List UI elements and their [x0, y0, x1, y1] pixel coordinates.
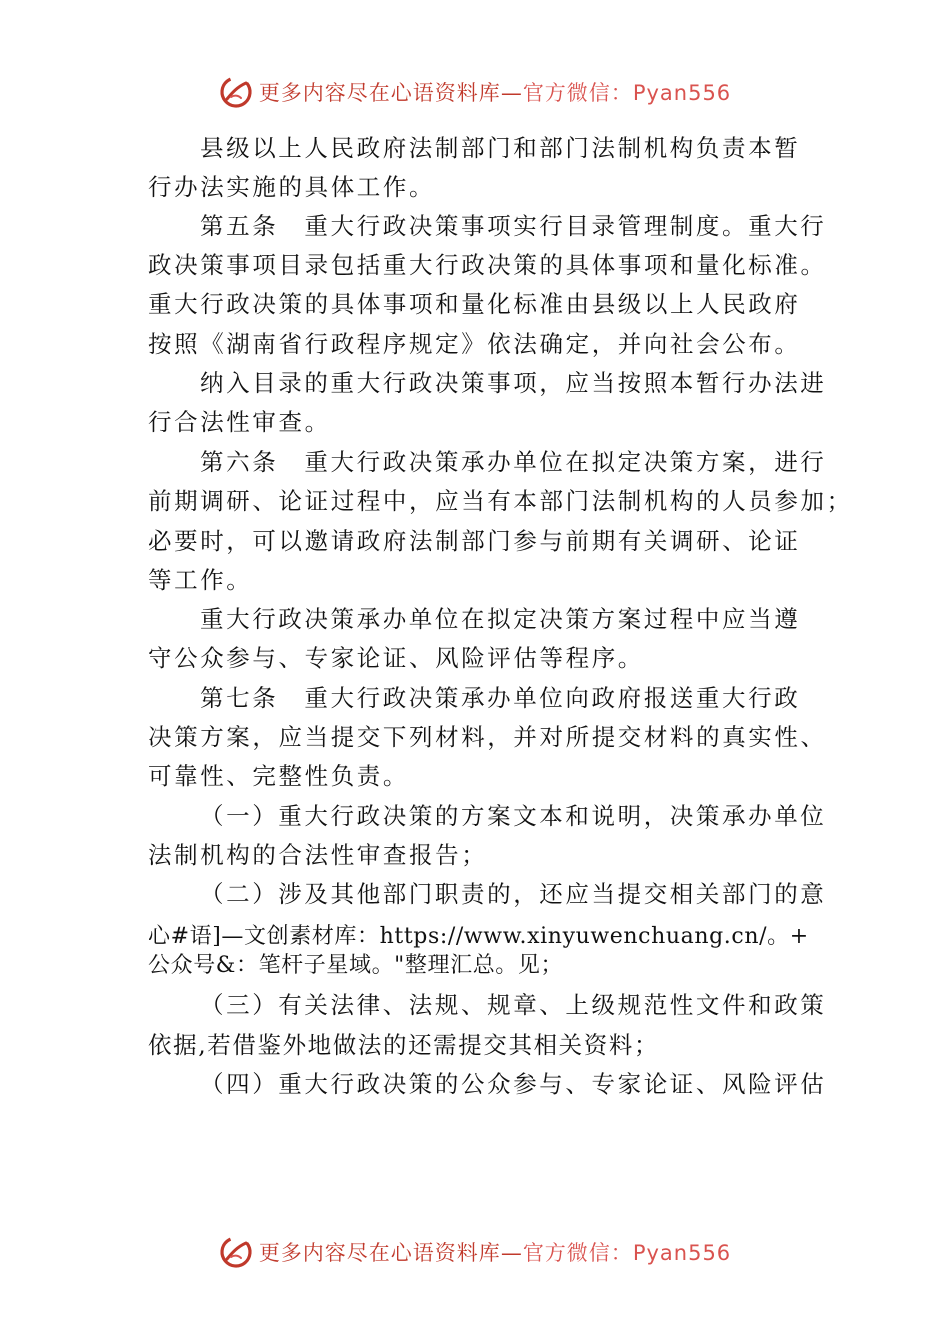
body-line: 重大行政决策承办单位在拟定决策方案过程中应当遵 — [200, 605, 801, 633]
body-line: （三）有关法律、法规、规章、上级规范性文件和政策 — [200, 991, 827, 1019]
header-banner — [0, 72, 950, 112]
header-banner-text: 更多内容尽在心语资料库—官方微信：Pyan556 — [258, 81, 732, 105]
body-line: 县级以上人民政府法制部门和部门法制机构负责本暂 — [200, 134, 801, 162]
body-line: 守公众参与、专家论证、风险评估等程序。 — [148, 644, 644, 672]
body-line: 按照《湖南省行政程序规定》依法确定，并向社会公布。 — [148, 330, 801, 358]
body-line: （四）重大行政决策的公众参与、专家论证、风险评估 — [200, 1070, 827, 1098]
body-line: 必要时，可以邀请政府法制部门参与前期有关调研、论证 — [148, 527, 801, 555]
body-line: 第六条 重大行政决策承办单位在拟定决策方案，进行 — [200, 448, 827, 476]
body-line: 第五条 重大行政决策事项实行目录管理制度。重大行 — [200, 212, 827, 240]
body-line: 政决策事项目录包括重大行政决策的具体事项和量化标准。 — [148, 251, 827, 279]
brush-circle-logo-icon — [219, 1235, 253, 1269]
body-line: 公众号&：笔杆子星域。"整理汇总。见； — [148, 953, 564, 978]
body-line: 决策方案，应当提交下列材料，并对所提交材料的真实性、 — [148, 723, 827, 751]
body-line: 第七条 重大行政决策承办单位向政府报送重大行政 — [200, 684, 801, 712]
body-line: （二）涉及其他部门职责的，还应当提交相关部门的意 — [200, 880, 827, 908]
body-line: 重大行政决策的具体事项和量化标准由县级以上人民政府 — [148, 290, 801, 318]
brush-circle-logo-icon — [219, 75, 253, 109]
body-line: 行办法实施的具体工作。 — [148, 173, 436, 201]
body-line: 等工作。 — [148, 566, 253, 594]
body-line: 法制机构的合法性审查报告； — [148, 841, 488, 869]
body-line: 前期调研、论证过程中，应当有本部门法制机构的人员参加； — [148, 487, 853, 515]
body-line: 依据,若借鉴外地做法的还需提交其相关资料； — [148, 1031, 660, 1059]
body-line: 可靠性、完整性负责。 — [148, 762, 409, 790]
body-line: 纳入目录的重大行政决策事项，应当按照本暂行办法进 — [200, 369, 827, 397]
footer-banner — [0, 1232, 950, 1272]
body-line: 心#语]—文创素材库：https://www.xinyuwenchuang.cn/。+ — [148, 924, 809, 949]
footer-banner-text: 更多内容尽在心语资料库—官方微信：Pyan556 — [258, 1241, 732, 1265]
body-line: 行合法性审查。 — [148, 408, 331, 436]
body-line: （一）重大行政决策的方案文本和说明，决策承办单位 — [200, 802, 827, 830]
